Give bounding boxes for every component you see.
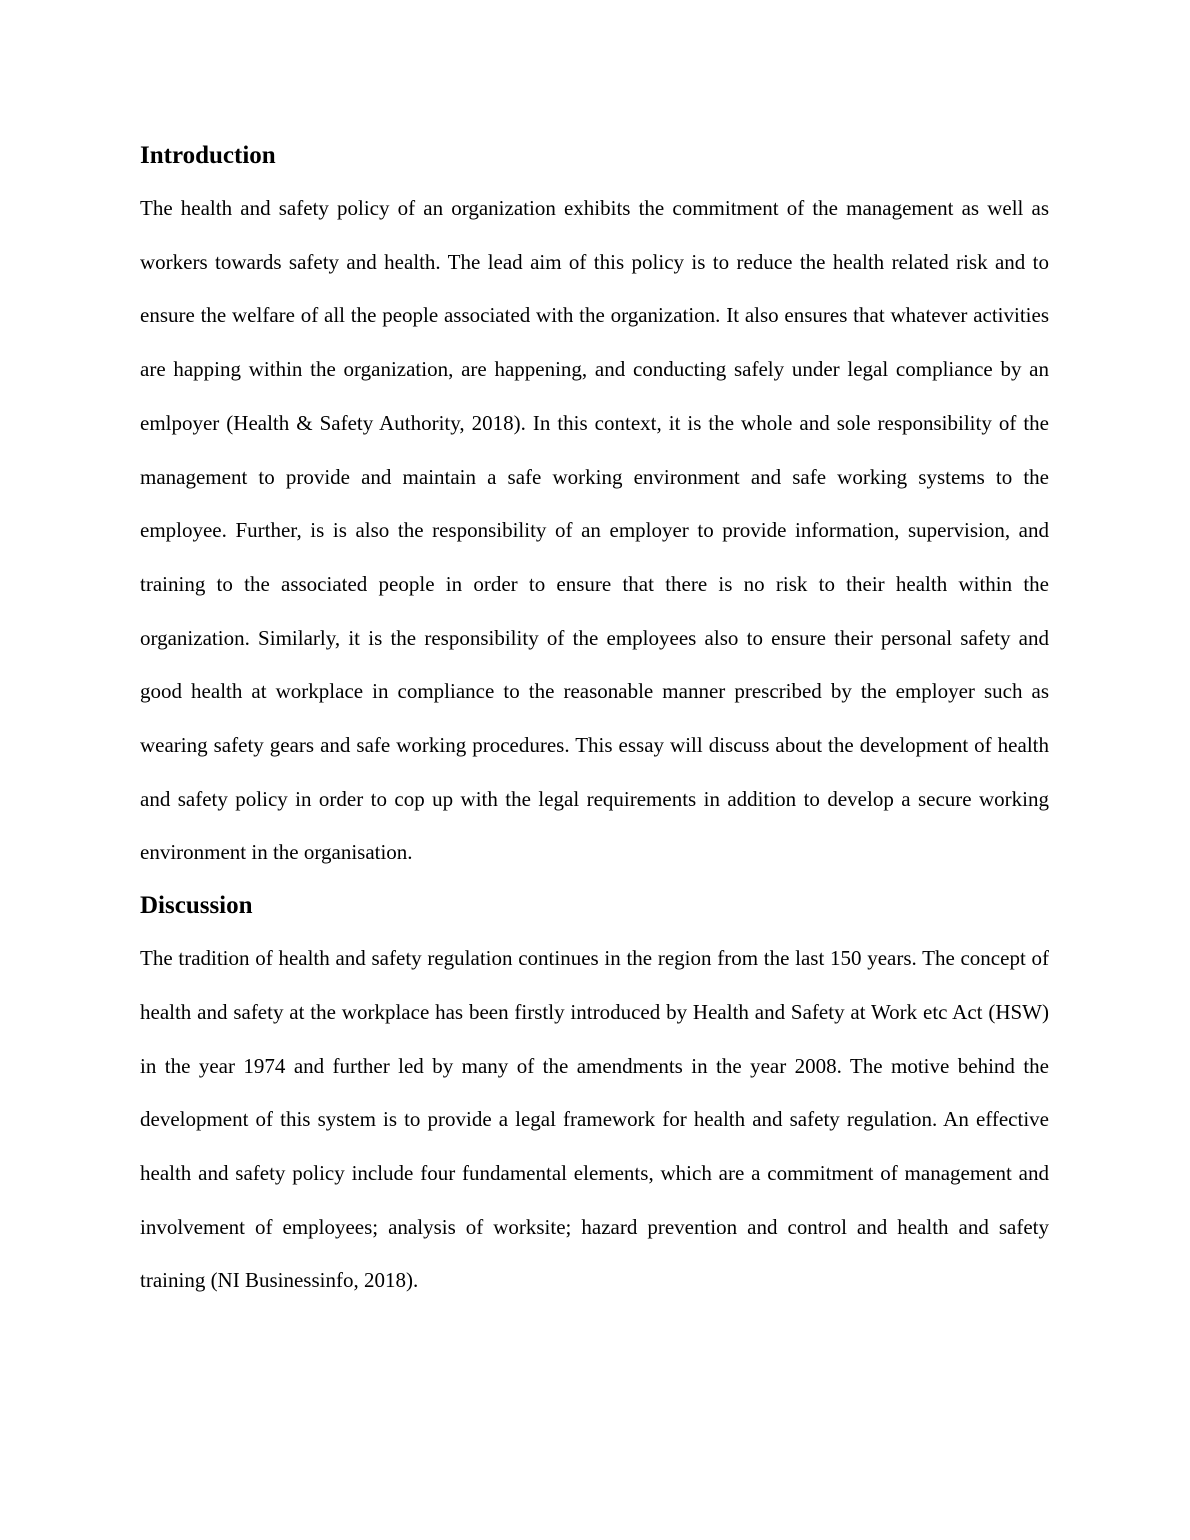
discussion-paragraph: The tradition of health and safety regulation continues in the region from the last 150 years. The concept of health and safety at the workplace has been firstly introduced by Health and Safety at Work etc Act (HSW) in the year 1974 and further led by many of the amendments in the year 2008. The motive behind the development of this system is to provide a legal framework for health and safety regulation. An effective health and safety policy include four fundamental elements, which are a commitment of management and involvement of employees; analysis of worksite; hazard prevention and control and health and safety training (NI Businessinfo, 2018). — [140, 946, 1049, 1293]
introduction-paragraph: The health and safety policy of an organization exhibits the commitment of the management as well as workers towards safety and health. The lead aim of this policy is to reduce the health related risk and to ensure the welfare of all the people associated with the organization. It also ensures that whatever activities are happing within the organization, are happening, and conducting safely under legal compliance by an emlpoyer (Health & Safety Authority, 2018). In this context, it is the whole and sole responsibility of the management to provide and maintain a safe working environment and safe working systems to the employee. Further, is is also the responsibility of an employer to provide information, supervision, and training to the associated people in order to ensure that there is no risk to their health within the organization. Similarly, it is the responsibility of the employees also to ensure their personal safety and good health at workplace in compliance to the reasonable manner prescribed by the employer such as wearing safety gears and safe working procedures. This essay will discuss about the development of health and safety policy in order to cop up with the legal requirements in addition to develop a secure working environment in the organisation. — [140, 196, 1049, 865]
document-page — [140, 130, 1049, 1308]
discussion-heading: Discussion — [140, 892, 253, 920]
introduction-heading: Introduction — [140, 142, 276, 169]
